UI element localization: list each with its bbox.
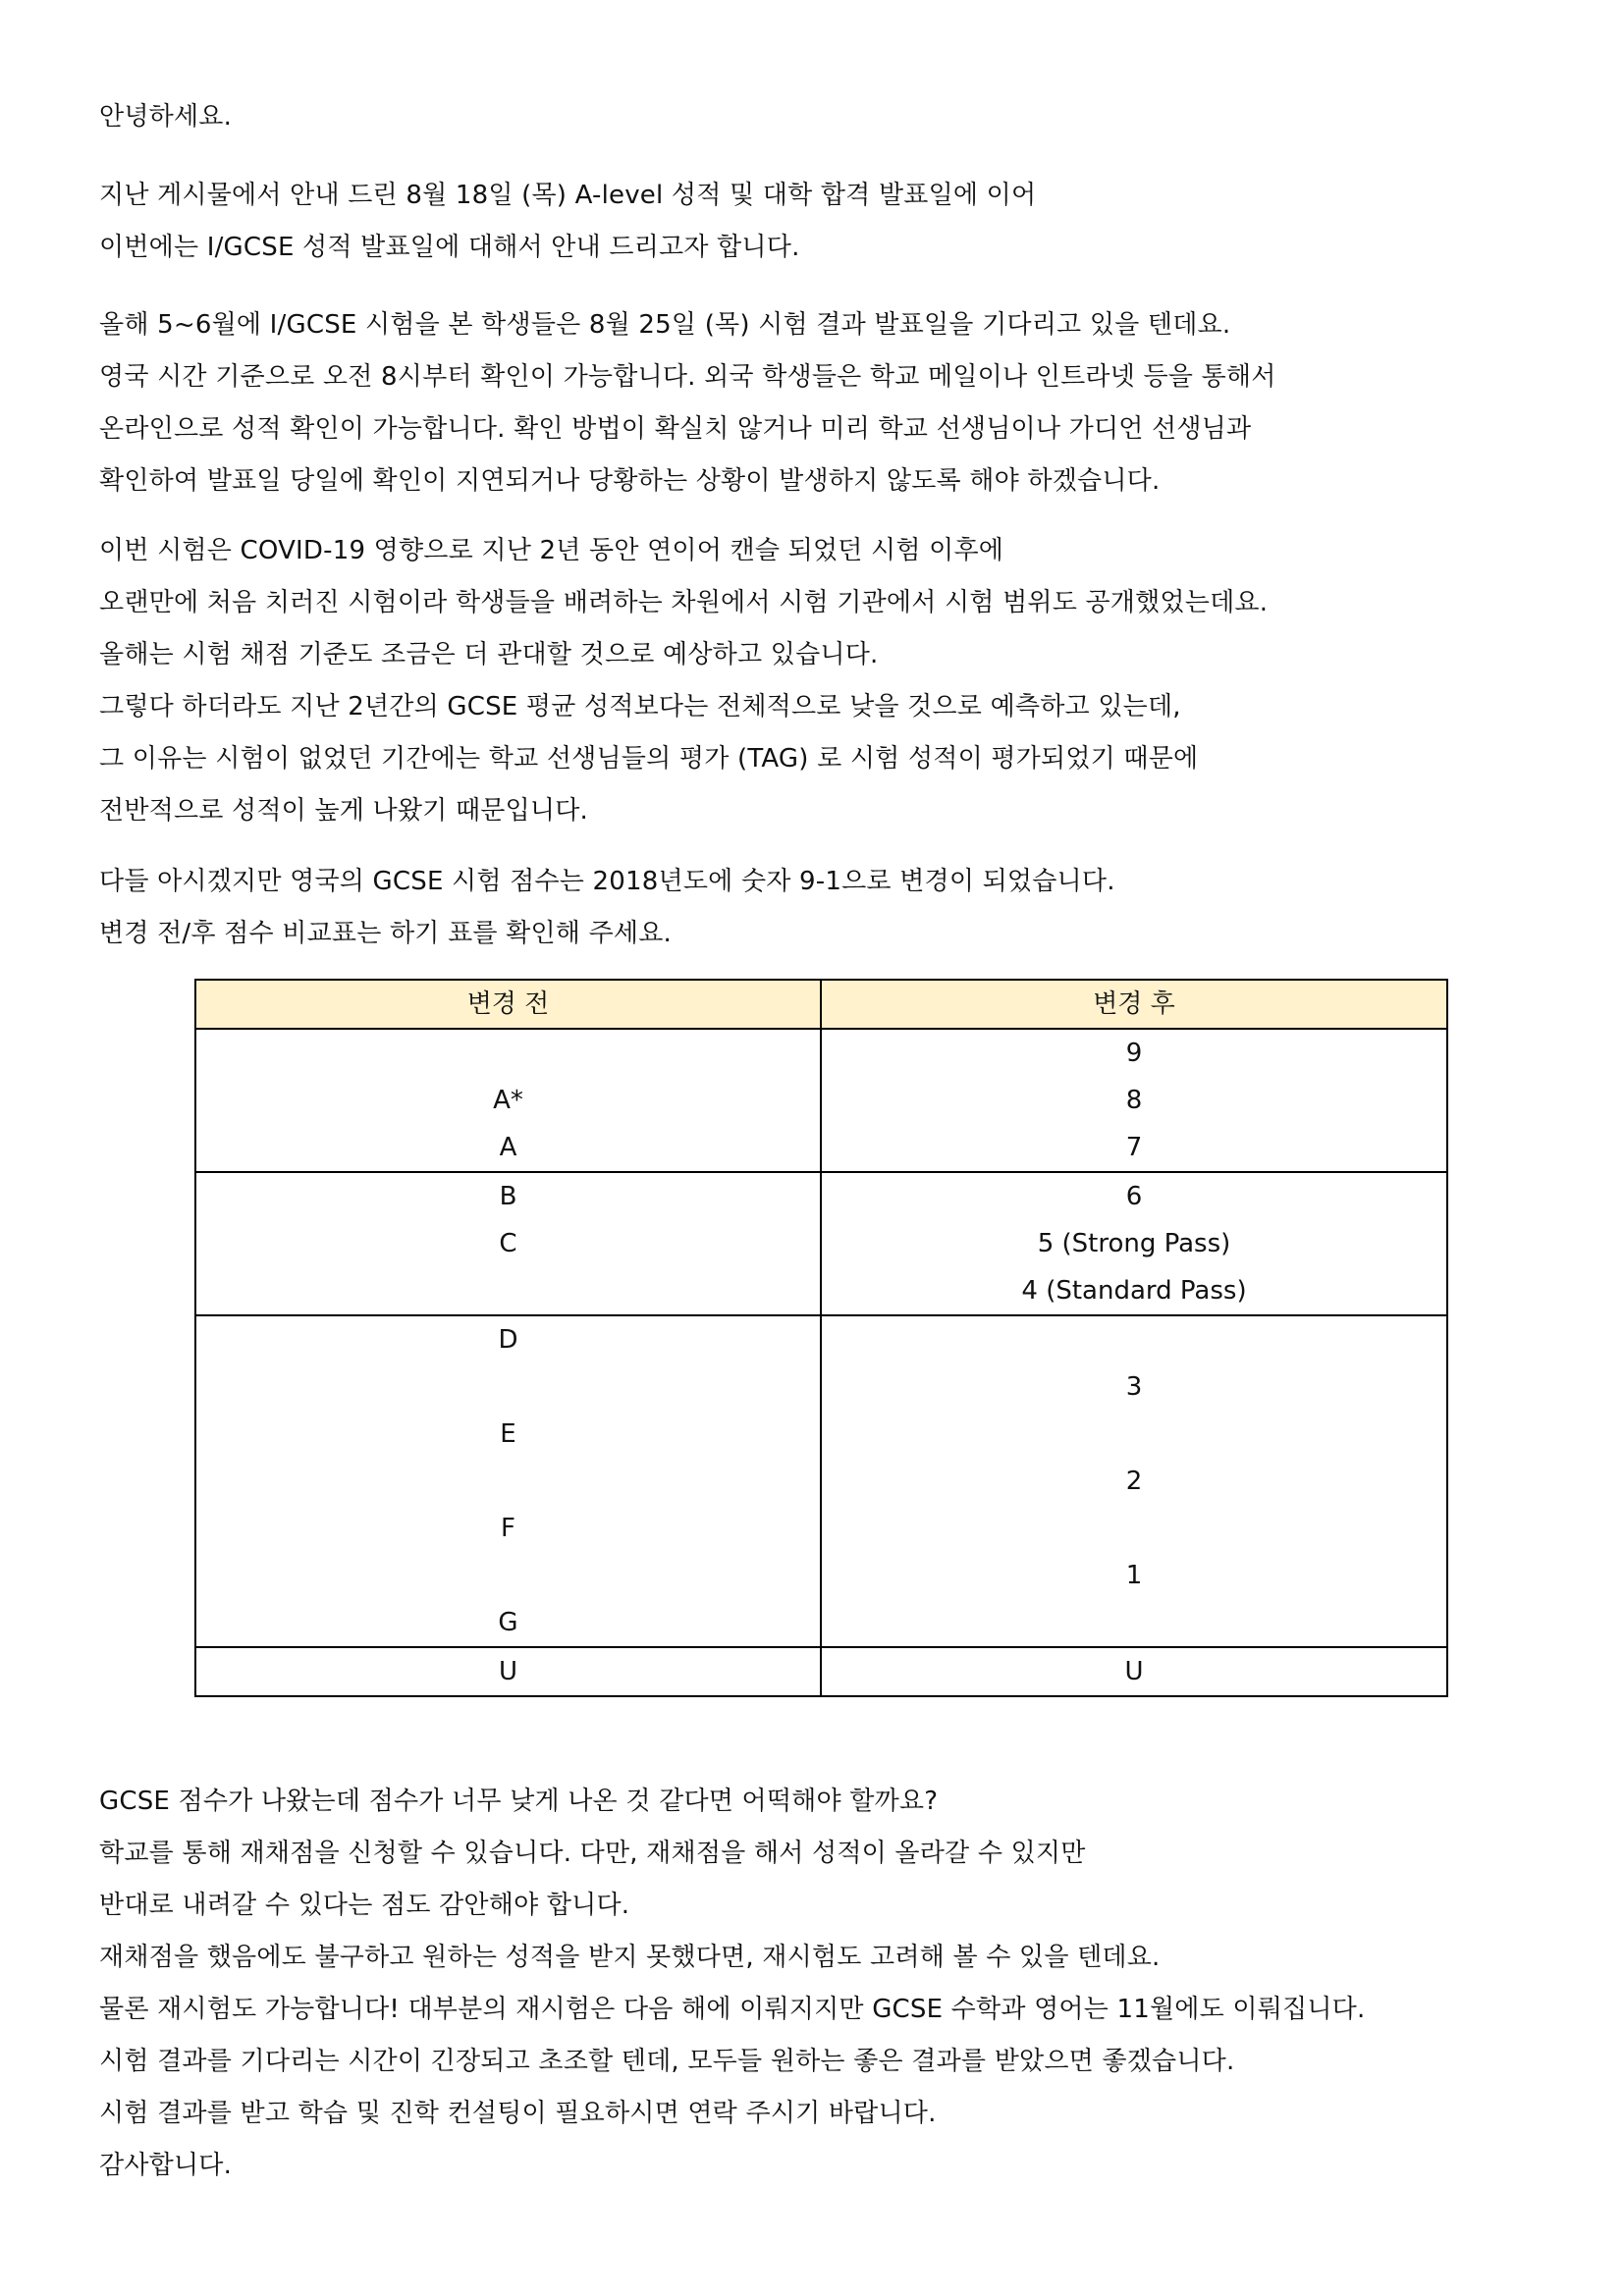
cell-after-group-2: [821, 1172, 1447, 1315]
paragraph-2-line-4: 확인하여 발표일 당일에 확인이 지연되거나 당황하는 상황이 발생하지 않도록 해야 하겠습니다.: [99, 466, 1161, 496]
paragraph-5-line-3: 반대로 내려갈 수 있다는 점도 감안해야 합니다.: [99, 1891, 630, 1920]
grade-before: [196, 1363, 820, 1411]
cell-before-group-4: [195, 1647, 821, 1696]
cell-before-group-1: [195, 1029, 821, 1172]
table-row: [195, 1647, 1447, 1696]
grade-after: 9: [1125, 1039, 1143, 1068]
grade-after: 7: [1125, 1133, 1143, 1162]
cell-before-group-3: [195, 1315, 821, 1647]
paragraph-3-line-6: 전반적으로 성적이 높게 나왔기 때문입니다.: [99, 796, 589, 826]
grade-before: U: [498, 1657, 518, 1686]
grade-before: F: [501, 1514, 515, 1543]
cell-before-group-2: [195, 1172, 821, 1315]
paragraph-3-line-1: 이번 시험은 COVID-19 영향으로 지난 2년 동안 연이어 캔슬 되었던 시험 이후에: [99, 536, 1004, 565]
greeting-line: 안녕하세요.: [99, 102, 233, 132]
paragraph-4-line-1: 다들 아시겠지만 영국의 GCSE 시험 점수는 2018년도에 숫자 9-1으로 변경이 되었습니다.: [99, 867, 1115, 896]
grade-after: [822, 1411, 1446, 1458]
table-row: [195, 1315, 1447, 1647]
grade-before: [196, 1458, 820, 1505]
paragraph-5-line-6: 시험 결과를 기다리는 시간이 긴장되고 초조할 텐데, 모두들 원하는 좋은 결과를 받았으면 좋겠습니다.: [99, 2047, 1235, 2076]
cell-after-group-4: [821, 1647, 1447, 1696]
paragraph-5-line-4: 재채점을 했음에도 불구하고 원하는 성적을 받지 못했다면, 재시험도 고려해 볼 수 있을 텐데요.: [99, 1943, 1161, 1972]
paragraph-5-line-7: 시험 결과를 받고 학습 및 진학 컨설팅이 필요하시면 연락 주시기 바랍니다.: [99, 2099, 937, 2128]
grade-before: A: [499, 1133, 517, 1162]
grade-after: [822, 1505, 1446, 1552]
table-row: [195, 1172, 1447, 1315]
cell-after-group-1: [821, 1029, 1447, 1172]
grade-after: 4 (Standard Pass): [1021, 1276, 1247, 1306]
grade-before: E: [500, 1419, 516, 1449]
paragraph-3-line-2: 오랜만에 처음 치러진 시험이라 학생들을 배려하는 차원에서 시험 기관에서 시험 범위도 공개했었는데요.: [99, 588, 1269, 617]
grade-before: [196, 1267, 820, 1314]
paragraph-3-line-5: 그 이유는 시험이 없었던 기간에는 학교 선생님들의 평가 (TAG) 로 시험 성적이 평가되었기 때문에: [99, 744, 1199, 774]
paragraph-3-line-3: 올해는 시험 채점 기준도 조금은 더 관대할 것으로 예상하고 있습니다.: [99, 640, 879, 669]
grade-after: [822, 1316, 1446, 1363]
paragraph-5-line-5: 물론 재시험도 가능합니다! 대부분의 재시험은 다음 해에 이뤄지지만 GCSE 수학과 영어는 11월에도 이뤄집니다.: [99, 1995, 1366, 2024]
paragraph-2-line-2: 영국 시간 기준으로 오전 8시부터 확인이 가능합니다. 외국 학생들은 학교 메일이나 인트라넷 등을 통해서: [99, 362, 1276, 392]
grade-after: 3: [1125, 1372, 1143, 1402]
grade-after: 1: [1125, 1561, 1143, 1590]
header-before: 변경 전: [195, 980, 821, 1029]
grade-before: C: [499, 1229, 517, 1258]
paragraph-1-line-1: 지난 게시물에서 안내 드린 8월 18일 (목) A-level 성적 및 대학 합격 발표일에 이어: [99, 181, 1037, 210]
grade-before: A*: [493, 1086, 523, 1115]
grade-after: 6: [1125, 1182, 1143, 1211]
grade-comparison-table: [194, 979, 1448, 1697]
paragraph-3-line-4: 그렇다 하더라도 지난 2년간의 GCSE 평균 성적보다는 전체적으로 낮을 것으로 예측하고 있는데,: [99, 692, 1181, 721]
paragraph-4-line-2: 변경 전/후 점수 비교표는 하기 표를 확인해 주세요.: [99, 919, 672, 948]
grade-before: G: [498, 1608, 518, 1637]
paragraph-2-line-1: 올해 5~6월에 I/GCSE 시험을 본 학생들은 8월 25일 (목) 시험 결과 발표일을 기다리고 있을 텐데요.: [99, 310, 1231, 340]
paragraph-2-line-3: 온라인으로 성적 확인이 가능합니다. 확인 방법이 확실치 않거나 미리 학교 선생님이나 가디언 선생님과: [99, 414, 1252, 444]
grade-after: 5 (Strong Pass): [1037, 1229, 1231, 1258]
paragraph-1-line-2: 이번에는 I/GCSE 성적 발표일에 대해서 안내 드리고자 합니다.: [99, 233, 800, 262]
grade-before: [196, 1030, 820, 1077]
paragraph-5-line-8: 감사합니다.: [99, 2151, 233, 2180]
table-header-row: [195, 980, 1447, 1029]
paragraph-5-line-1: GCSE 점수가 나왔는데 점수가 너무 낮게 나온 것 같다면 어떡해야 할까요?: [99, 1787, 939, 1816]
header-after: 변경 후: [821, 980, 1447, 1029]
grade-after: 8: [1125, 1086, 1143, 1115]
table-row: [195, 1029, 1447, 1172]
grade-after: U: [1124, 1657, 1144, 1686]
grade-before: D: [498, 1325, 518, 1355]
grade-before: [196, 1552, 820, 1599]
grade-after: [822, 1599, 1446, 1646]
cell-after-group-3: [821, 1315, 1447, 1647]
paragraph-5-line-2: 학교를 통해 재채점을 신청할 수 있습니다. 다만, 재채점을 해서 성적이 올라갈 수 있지만: [99, 1839, 1086, 1868]
grade-after: 2: [1125, 1467, 1143, 1496]
grade-before: B: [499, 1182, 517, 1211]
